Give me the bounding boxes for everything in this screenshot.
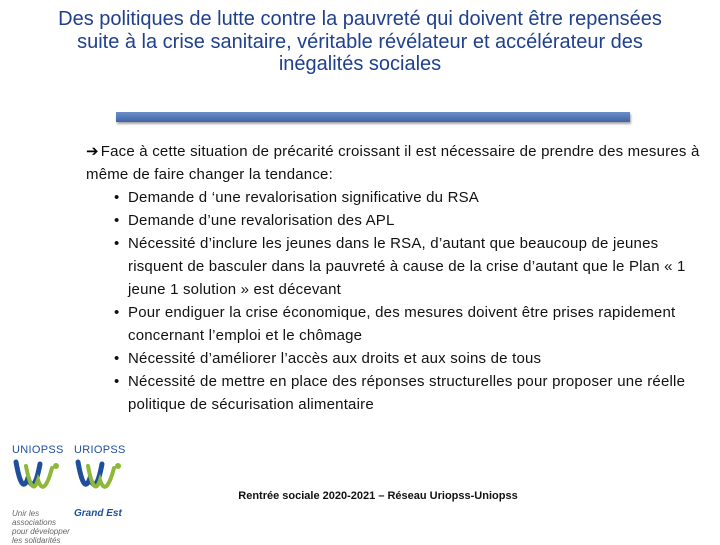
bullet-list bbox=[86, 186, 706, 416]
footer-text: Rentrée sociale 2020-2021 – Réseau Uriopss-Uniopss bbox=[238, 490, 518, 502]
bullet-icon: • bbox=[114, 304, 120, 321]
slide-title: Des politiques de lutte contre la pauvreté qui doivent être repensées suite à la crise sanitaire, véritable révélateur et accélérateur des inégalités sociales bbox=[58, 8, 662, 75]
list-item-text: Pour endiguer la crise économique, des mesures doivent être prises rapidement concernant l’emploi et le chômage bbox=[128, 304, 676, 344]
list-item bbox=[114, 209, 706, 232]
title-underline-bar bbox=[116, 112, 630, 122]
list-item-text: Nécessité d’inclure les jeunes dans le RSA, d’autant que beaucoup de jeunes risquent de basculer dans la pauvreté à cause de la crise d’autant que le Plan « 1 jeune 1 solution » est décevant bbox=[128, 235, 686, 298]
list-item bbox=[114, 301, 706, 347]
slide-body bbox=[86, 140, 706, 416]
list-item bbox=[114, 232, 706, 301]
list-item-text: Nécessité de mettre en place des réponses structurelles pour proposer une réelle politique de sécurisation alimentaire bbox=[128, 373, 686, 413]
list-item-text: Demande d ‘une revalorisation significative du RSA bbox=[128, 189, 480, 206]
uriopss-logo-region: Grand Est bbox=[74, 508, 122, 519]
arrow-right-icon: ➔ bbox=[86, 143, 99, 160]
intro-text: Face à cette situation de précarité croissant il est nécessaire de prendre des mesures à même de faire changer la tendance: bbox=[86, 143, 700, 183]
uriopss-logo-mark-icon bbox=[74, 456, 136, 504]
list-item bbox=[114, 186, 706, 209]
intro-paragraph bbox=[86, 140, 706, 186]
list-item bbox=[114, 347, 706, 370]
uniopss-logo bbox=[12, 444, 74, 545]
bullet-icon: • bbox=[114, 373, 120, 390]
bullet-icon: • bbox=[114, 350, 120, 367]
list-item bbox=[114, 370, 706, 416]
uriopss-logo-name: URIOPSS bbox=[74, 444, 126, 456]
list-item-text: Nécessité d’améliorer l’accès aux droits et aux soins de tous bbox=[128, 350, 542, 367]
list-item-text: Demande d’une revalorisation des APL bbox=[128, 212, 395, 229]
bullet-icon: • bbox=[114, 235, 120, 252]
uniopss-logo-tagline: Unir les associations pour développer les solidarités bbox=[12, 509, 70, 545]
uniopss-logo-mark-icon bbox=[12, 456, 74, 504]
bullet-icon: • bbox=[114, 189, 120, 206]
uniopss-logo-name: UNIOPSS bbox=[12, 444, 64, 456]
uriopss-logo bbox=[74, 444, 136, 532]
bullet-icon: • bbox=[114, 212, 120, 229]
